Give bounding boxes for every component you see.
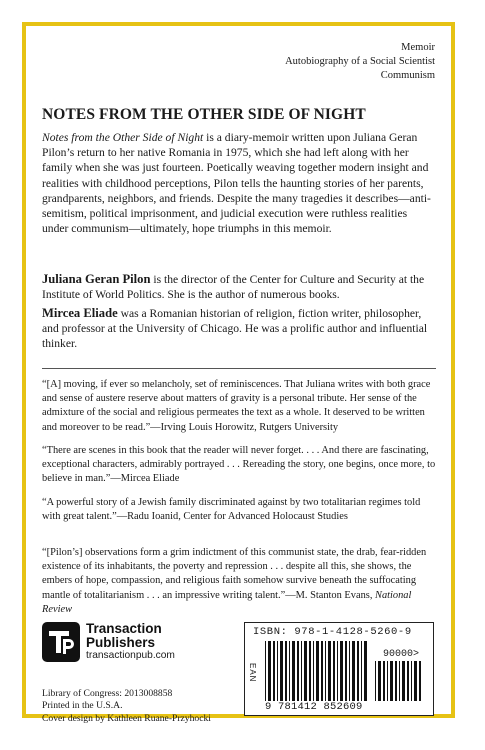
category-item: Communism [380, 70, 435, 81]
author-bio [42, 272, 436, 302]
barcode-bar [411, 661, 412, 701]
barcode-bar [349, 641, 350, 701]
book-title: NOTES FROM THE OTHER SIDE OF NIGHT [42, 106, 366, 123]
barcode-bar [289, 641, 290, 701]
barcode-bar [361, 641, 362, 701]
barcode-bar [419, 661, 421, 701]
barcode-bar [390, 661, 393, 701]
publisher-url: transactionpub.com [86, 650, 175, 661]
barcode-bar [340, 641, 343, 701]
barcode-bar [328, 641, 331, 701]
review-quote [42, 546, 436, 617]
barcode-bar [273, 641, 275, 701]
barcode-bar [313, 641, 314, 701]
barcode-bar [304, 641, 307, 701]
barcode-bar [414, 661, 417, 701]
price-code: 90000> [382, 649, 419, 660]
barcode-block [244, 622, 434, 716]
supplement-barcode-icon [375, 661, 423, 701]
barcode-bar [297, 641, 299, 701]
barcode-bar [309, 641, 311, 701]
barcode-bar [333, 641, 335, 701]
barcode-bar [402, 661, 405, 701]
ean-label: EAN [248, 663, 257, 683]
credit-line: Library of Congress: 2013008858 [42, 688, 173, 699]
publisher-text [86, 622, 175, 662]
isbn-text: ISBN: 978-1-4128-5260-9 [253, 626, 412, 638]
credit-line: Cover design by Kathleen Ruane-Przyhocki [42, 712, 211, 724]
barcode-bar [280, 641, 283, 701]
description-text: is a diary-memoir written upon Juliana Geran Pilon’s return to her native Romania in 1975, which she had left along with her family when she was just fourteen. Poetically weaving together modern insight and realities with childhood perceptions, Pilon tells the haunting stories of her parents, grandparents, neighbors, and friends. Despite the many tragedies it describes—anti-semitism, political imprisonment, and judicial execution were ruthless realities under communism—ultimately, hope triumphs in this memoir. [42, 131, 431, 236]
credits [42, 688, 211, 725]
barcode-bar [268, 641, 271, 701]
review-quote-text: “[Pilon’s] observations form a grim indictment of this communist state, the drab, fear-ridden existence of its inhabitants, the poverty and repression . . . despite all this, she shows, the embers of hope, compassion, and religious faith somehow survive beneath the suffocating mantle of totalitarianism . . . an impressive writing talent.”—M. Stanton Evans, [42, 547, 427, 601]
review-quote: “There are scenes in this book that the reader will never forget. . . . And there are fascinating, exceptional characters, admirably portrayed . . . Rereading the story, one begins, once more, to believe in man.”—Mircea Eliade [42, 445, 436, 485]
category-item: Memoir [401, 42, 435, 53]
author-name: Juliana Geran Pilon [42, 272, 151, 286]
barcode-bar [383, 661, 385, 701]
book-description [42, 130, 436, 236]
category-list [285, 41, 435, 83]
description-book-title: Notes from the Other Side of Night [42, 131, 204, 144]
review-quote: “[A] moving, if ever so melancholy, set of reminiscences. That Juliana writes with both grace and sense of austere reserve about matters of gravity is a personal tribute. Her sense of the admixture of the social and religious permeates the text as a whole. It deserved to be written and moreover to be read.”—Irving Louis Horowitz, Rutgers University [42, 379, 431, 433]
barcode-bar [352, 641, 355, 701]
barcode-bar [325, 641, 326, 701]
credit-line: Printed in the U.S.A. [42, 700, 123, 712]
barcode-bar [337, 641, 338, 701]
barcode-bar [375, 661, 376, 701]
barcode-bar [378, 661, 381, 701]
barcode-bar [357, 641, 359, 701]
category-item: Autobiography of a Social Scientist [285, 56, 435, 67]
author-bio-text: is the director of the Center for Culture and Security at the Institute of World Politics. She is the author of numerous books. [42, 273, 425, 302]
foreword-author-name: Mircea Eliade [42, 306, 118, 320]
barcode-bar [285, 641, 287, 701]
barcode-bar [321, 641, 323, 701]
barcode-bar [399, 661, 400, 701]
barcode-bar [277, 641, 278, 701]
barcode-bar [364, 641, 367, 701]
barcode-bar [407, 661, 409, 701]
tp-logo-icon [42, 622, 80, 662]
barcode-digits: 9 781412 852609 [265, 701, 363, 713]
publisher-block [42, 622, 175, 662]
barcode-bar [301, 641, 302, 701]
foreword-author-bio [42, 306, 436, 352]
barcode-icon [265, 641, 369, 701]
barcode-bar [387, 661, 388, 701]
publisher-name-line2: Publishers [86, 635, 156, 650]
barcode-bar [345, 641, 347, 701]
barcode-bar [395, 661, 397, 701]
barcode-bar [316, 641, 319, 701]
divider [42, 368, 436, 369]
review-quote: “A powerful story of a Jewish family discriminated against by two totalitarian regimes told with great talent.”—Radu Ioanid, Center for Advanced Holocaust Studies [42, 497, 421, 523]
review-source: National Review [42, 589, 412, 615]
publisher-name-line1: Transaction [86, 621, 162, 636]
barcode-bar [292, 641, 295, 701]
back-cover-frame [22, 22, 455, 724]
foreword-author-bio-text: was a Romanian historian of religion, fiction writer, philosopher, and professor at the University of Chicago. He was a prolific author and influential thinker. [42, 307, 428, 351]
barcode-bar [265, 641, 266, 701]
